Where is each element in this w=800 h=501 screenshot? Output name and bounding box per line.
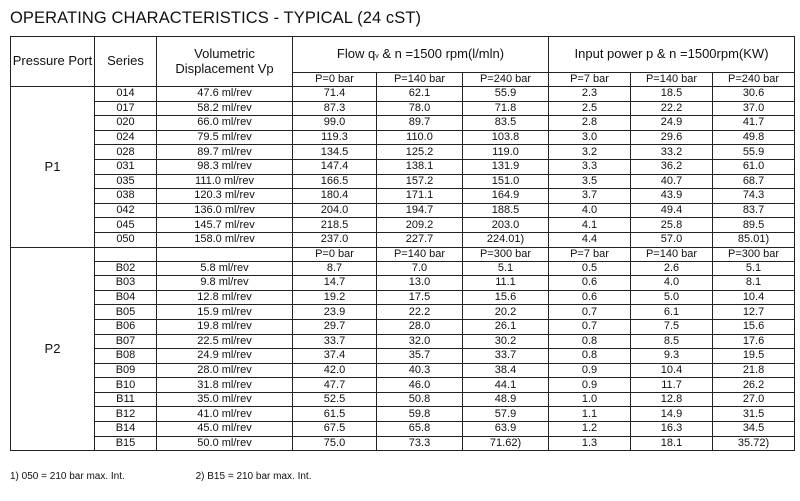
flow-cell: 188.5 [463, 203, 549, 218]
power-cell: 6.1 [631, 305, 713, 320]
power-cell: 14.9 [631, 407, 713, 422]
power-cell: 3.7 [549, 189, 631, 204]
flow-cell: 5.1 [463, 261, 549, 276]
flow-cell: 38.4 [463, 363, 549, 378]
series-cell: B02 [95, 261, 157, 276]
power-cell: 89.5 [713, 218, 795, 233]
displacement-cell: 35.0 ml/rev [157, 392, 293, 407]
flow-cell: 65.8 [377, 422, 463, 437]
power-cell: 1.2 [549, 422, 631, 437]
port-p1: P1 [11, 87, 95, 248]
power-cell: 4.0 [631, 276, 713, 291]
header-series: Series [95, 37, 157, 87]
subheader-cell: P=240 bar [713, 73, 795, 87]
header-flow: Flow qv & n =1500 rpm(l/mln) [293, 37, 549, 73]
displacement-cell: 158.0 ml/rev [157, 232, 293, 247]
subheader-cell: P=300 bar [713, 247, 795, 261]
flow-cell: 40.3 [377, 363, 463, 378]
power-cell: 2.5 [549, 101, 631, 116]
flow-cell: 29.7 [293, 319, 377, 334]
power-cell: 3.5 [549, 174, 631, 189]
power-cell: 2.3 [549, 87, 631, 102]
displacement-cell: 24.9 ml/rev [157, 349, 293, 364]
series-cell: 017 [95, 101, 157, 116]
flow-cell: 71.4 [293, 87, 377, 102]
flow-cell: 194.7 [377, 203, 463, 218]
power-cell: 3.2 [549, 145, 631, 160]
power-cell: 11.7 [631, 378, 713, 393]
power-cell: 1.0 [549, 392, 631, 407]
flow-cell: 48.9 [463, 392, 549, 407]
power-cell: 3.3 [549, 159, 631, 174]
header-pressure-port: Pressure Port [11, 37, 95, 87]
power-cell: 49.4 [631, 203, 713, 218]
flow-cell: 33.7 [463, 349, 549, 364]
page-title: OPERATING CHARACTERISTICS - TYPICAL (24 cST) [10, 9, 422, 27]
flow-cell: 19.2 [293, 290, 377, 305]
flow-cell: 62.1 [377, 87, 463, 102]
displacement-cell: 79.5 ml/rev [157, 130, 293, 145]
flow-cell: 157.2 [377, 174, 463, 189]
subheader-cell: P=140 bar [377, 73, 463, 87]
table-row [11, 261, 795, 276]
header-power: Input power p & n =1500rpm(KW) [549, 37, 795, 73]
table-row [11, 349, 795, 364]
power-cell: 34.5 [713, 422, 795, 437]
power-cell: 9.3 [631, 349, 713, 364]
flow-cell: 119.0 [463, 145, 549, 160]
power-cell: 49.8 [713, 130, 795, 145]
table-row [11, 305, 795, 320]
subheader-cell: P=240 bar [463, 73, 549, 87]
displacement-cell: 45.0 ml/rev [157, 422, 293, 437]
power-cell: 37.0 [713, 101, 795, 116]
table-row [11, 363, 795, 378]
flow-cell: 47.7 [293, 378, 377, 393]
power-cell: 30.6 [713, 87, 795, 102]
power-cell: 8.1 [713, 276, 795, 291]
flow-cell: 138.1 [377, 159, 463, 174]
subheader-cell: P=300 bar [463, 247, 549, 261]
table-row [11, 436, 795, 451]
displacement-cell: 47.6 ml/rev [157, 87, 293, 102]
series-cell: 050 [95, 232, 157, 247]
flow-cell: 33.7 [293, 334, 377, 349]
flow-cell: 67.5 [293, 422, 377, 437]
flow-cell: 125.2 [377, 145, 463, 160]
displacement-cell: 31.8 ml/rev [157, 378, 293, 393]
flow-cell: 44.1 [463, 378, 549, 393]
power-cell: 0.5 [549, 261, 631, 276]
series-cell: B11 [95, 392, 157, 407]
flow-cell: 180.4 [293, 189, 377, 204]
series-cell: B05 [95, 305, 157, 320]
power-cell: 16.3 [631, 422, 713, 437]
flow-cell: 35.7 [377, 349, 463, 364]
flow-cell: 17.5 [377, 290, 463, 305]
table-row [11, 334, 795, 349]
series-cell: B12 [95, 407, 157, 422]
series-cell: 020 [95, 116, 157, 131]
power-cell: 22.2 [631, 101, 713, 116]
power-cell: 0.6 [549, 276, 631, 291]
flow-cell: 87.3 [293, 101, 377, 116]
flow-cell: 7.0 [377, 261, 463, 276]
flow-cell: 22.2 [377, 305, 463, 320]
flow-cell: 71.62) [463, 436, 549, 451]
flow-cell: 13.0 [377, 276, 463, 291]
flow-cell: 23.9 [293, 305, 377, 320]
series-cell: B03 [95, 276, 157, 291]
power-cell: 1.3 [549, 436, 631, 451]
displacement-cell: 12.8 ml/rev [157, 290, 293, 305]
table-row [11, 319, 795, 334]
table-row [11, 378, 795, 393]
flow-cell: 119.3 [293, 130, 377, 145]
flow-cell: 28.0 [377, 319, 463, 334]
flow-cell: 59.8 [377, 407, 463, 422]
header-displacement: Volumetric Displacement Vp [157, 37, 293, 87]
flow-cell: 89.7 [377, 116, 463, 131]
series-cell: B10 [95, 378, 157, 393]
series-cell: B07 [95, 334, 157, 349]
power-cell: 24.9 [631, 116, 713, 131]
power-cell: 7.5 [631, 319, 713, 334]
footnote-marker: 1) [514, 233, 525, 246]
series-cell: 038 [95, 189, 157, 204]
power-cell: 0.8 [549, 334, 631, 349]
power-cell: 27.0 [713, 392, 795, 407]
series-cell: 028 [95, 145, 157, 160]
displacement-cell: 58.2 ml/rev [157, 101, 293, 116]
power-cell: 2.8 [549, 116, 631, 131]
series-cell: B06 [95, 319, 157, 334]
power-cell: 40.7 [631, 174, 713, 189]
displacement-cell: 22.5 ml/rev [157, 334, 293, 349]
power-cell: 12.7 [713, 305, 795, 320]
series-cell: 031 [95, 159, 157, 174]
displacement-cell: 50.0 ml/rev [157, 436, 293, 451]
subheader-cell: P=140 bar [377, 247, 463, 261]
flow-cell: 110.0 [377, 130, 463, 145]
displacement-cell: 66.0 ml/rev [157, 116, 293, 131]
power-cell: 0.9 [549, 363, 631, 378]
footnote-marker: 1) [759, 233, 770, 246]
power-cell: 68.7 [713, 174, 795, 189]
series-cell-empty [95, 247, 157, 261]
series-cell: 042 [95, 203, 157, 218]
flow-cell: 164.9 [463, 189, 549, 204]
series-cell: B08 [95, 349, 157, 364]
table-body [11, 87, 795, 451]
flow-cell: 14.7 [293, 276, 377, 291]
flow-cell: 50.8 [377, 392, 463, 407]
power-cell: 0.8 [549, 349, 631, 364]
characteristics-table [10, 36, 795, 451]
power-cell: 31.5 [713, 407, 795, 422]
table-row [11, 145, 795, 160]
power-cell: 55.9 [713, 145, 795, 160]
table-row [11, 130, 795, 145]
subheader-cell: P=7 bar [549, 247, 631, 261]
power-cell: 19.5 [713, 349, 795, 364]
power-cell: 43.9 [631, 189, 713, 204]
displacement-cell: 136.0 ml/rev [157, 203, 293, 218]
displacement-cell: 19.8 ml/rev [157, 319, 293, 334]
power-cell: 26.2 [713, 378, 795, 393]
table-row [11, 232, 795, 247]
power-cell: 4.4 [549, 232, 631, 247]
power-cell: 0.6 [549, 290, 631, 305]
power-cell: 74.3 [713, 189, 795, 204]
displacement-cell: 89.7 ml/rev [157, 145, 293, 160]
power-cell: 5.0 [631, 290, 713, 305]
flow-cell: 20.2 [463, 305, 549, 320]
power-cell: 18.1 [631, 436, 713, 451]
flow-cell: 218.5 [293, 218, 377, 233]
subheader-cell: P=140 bar [631, 247, 713, 261]
flow-cell: 171.1 [377, 189, 463, 204]
power-cell: 5.1 [713, 261, 795, 276]
flow-cell: 204.0 [293, 203, 377, 218]
flow-cell: 37.4 [293, 349, 377, 364]
flow-cell: 73.3 [377, 436, 463, 451]
power-cell: 33.2 [631, 145, 713, 160]
power-cell: 0.7 [549, 319, 631, 334]
flow-cell: 30.2 [463, 334, 549, 349]
table-row [11, 422, 795, 437]
footnote-2: 2) B15 = 210 bar max. Int. [195, 471, 312, 482]
flow-cell: 237.0 [293, 232, 377, 247]
power-cell: 2.6 [631, 261, 713, 276]
flow-cell: 151.0 [463, 174, 549, 189]
series-cell: B15 [95, 436, 157, 451]
flow-cell: 55.9 [463, 87, 549, 102]
flow-cell: 131.9 [463, 159, 549, 174]
flow-cell: 166.5 [293, 174, 377, 189]
power-cell: 36.2 [631, 159, 713, 174]
power-cell: 4.0 [549, 203, 631, 218]
power-cell: 10.4 [631, 363, 713, 378]
series-cell: B04 [95, 290, 157, 305]
flow-cell: 209.2 [377, 218, 463, 233]
flow-cell: 26.1 [463, 319, 549, 334]
flow-cell: 134.5 [293, 145, 377, 160]
power-cell: 18.5 [631, 87, 713, 102]
flow-cell: 227.7 [377, 232, 463, 247]
series-cell: 014 [95, 87, 157, 102]
flow-cell: 46.0 [377, 378, 463, 393]
power-cell: 3.0 [549, 130, 631, 145]
power-cell: 25.8 [631, 218, 713, 233]
flow-cell: 75.0 [293, 436, 377, 451]
footnote-1: 1) 050 = 210 bar max. Int. [10, 471, 125, 482]
flow-cell: 78.0 [377, 101, 463, 116]
displacement-cell: 98.3 ml/rev [157, 159, 293, 174]
table-row [11, 189, 795, 204]
flow-cell: 147.4 [293, 159, 377, 174]
flow-cell: 61.5 [293, 407, 377, 422]
table-row [11, 87, 795, 102]
flow-cell: 42.0 [293, 363, 377, 378]
power-cell: 57.0 [631, 232, 713, 247]
power-cell: 35.72) [713, 436, 795, 451]
series-cell: B09 [95, 363, 157, 378]
power-cell: 10.4 [713, 290, 795, 305]
flow-cell: 8.7 [293, 261, 377, 276]
power-cell: 4.1 [549, 218, 631, 233]
flow-cell: 99.0 [293, 116, 377, 131]
subheader-cell: P=140 bar [631, 73, 713, 87]
series-cell: B14 [95, 422, 157, 437]
table-row [11, 203, 795, 218]
flow-cell: 71.8 [463, 101, 549, 116]
flow-cell: 57.9 [463, 407, 549, 422]
flow-cell: 15.6 [463, 290, 549, 305]
header-row [11, 37, 795, 73]
series-cell: 024 [95, 130, 157, 145]
displacement-cell: 28.0 ml/rev [157, 363, 293, 378]
flow-cell: 83.5 [463, 116, 549, 131]
port-p2: P2 [11, 247, 95, 451]
flow-cell: 103.8 [463, 130, 549, 145]
displacement-cell: 41.0 ml/rev [157, 407, 293, 422]
flow-cell: 224.01) [463, 232, 549, 247]
subheader-cell: P=0 bar [293, 247, 377, 261]
p2-subheader-row [11, 247, 795, 261]
displacement-cell: 9.8 ml/rev [157, 276, 293, 291]
series-cell: 045 [95, 218, 157, 233]
power-cell: 15.6 [713, 319, 795, 334]
power-cell: 83.7 [713, 203, 795, 218]
table-row [11, 407, 795, 422]
displacement-cell: 145.7 ml/rev [157, 218, 293, 233]
displacement-cell: 111.0 ml/rev [157, 174, 293, 189]
footnotes [10, 471, 311, 482]
table-row [11, 174, 795, 189]
power-cell: 61.0 [713, 159, 795, 174]
flow-cell: 203.0 [463, 218, 549, 233]
table-row [11, 116, 795, 131]
power-cell: 41.7 [713, 116, 795, 131]
subheader-cell: P=0 bar [293, 73, 377, 87]
power-cell: 12.8 [631, 392, 713, 407]
power-cell: 0.7 [549, 305, 631, 320]
power-cell: 8.5 [631, 334, 713, 349]
flow-cell: 11.1 [463, 276, 549, 291]
displacement-cell: 15.9 ml/rev [157, 305, 293, 320]
displacement-cell-empty [157, 247, 293, 261]
power-cell: 1.1 [549, 407, 631, 422]
flow-cell: 32.0 [377, 334, 463, 349]
subheader-cell: P=7 bar [549, 73, 631, 87]
footnote-marker: 2) [759, 436, 770, 449]
table-row [11, 276, 795, 291]
displacement-cell: 120.3 ml/rev [157, 189, 293, 204]
power-cell: 29.6 [631, 130, 713, 145]
flow-cell: 63.9 [463, 422, 549, 437]
power-cell: 85.01) [713, 232, 795, 247]
table-row [11, 218, 795, 233]
power-cell: 0.9 [549, 378, 631, 393]
table-row [11, 159, 795, 174]
table-row [11, 290, 795, 305]
displacement-cell: 5.8 ml/rev [157, 261, 293, 276]
table-row [11, 392, 795, 407]
series-cell: 035 [95, 174, 157, 189]
flow-cell: 52.5 [293, 392, 377, 407]
table-row [11, 101, 795, 116]
power-cell: 21.8 [713, 363, 795, 378]
footnote-marker: 2) [511, 436, 522, 449]
power-cell: 17.6 [713, 334, 795, 349]
